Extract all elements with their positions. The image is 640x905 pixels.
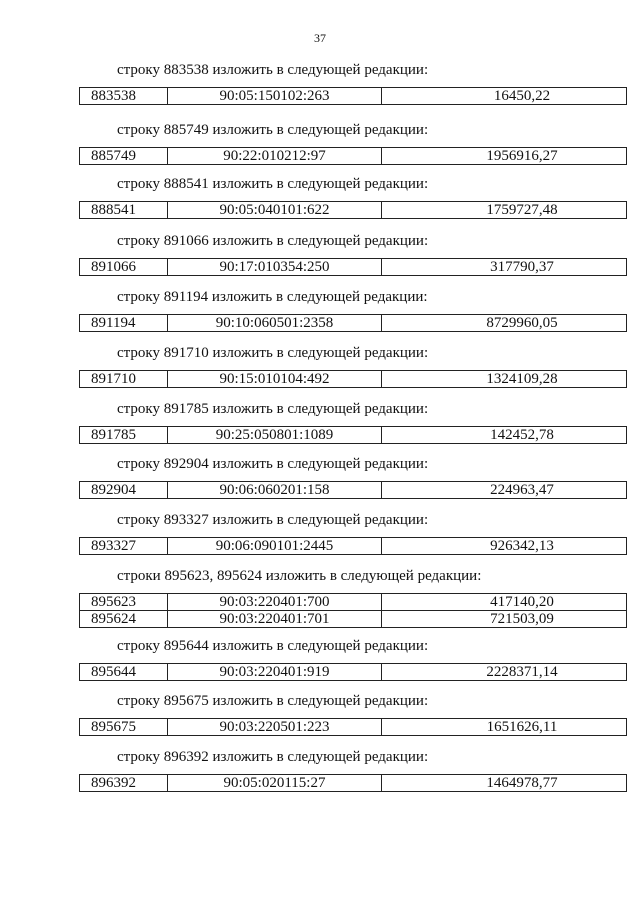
table-row bbox=[80, 371, 627, 388]
amendment-table bbox=[79, 314, 627, 332]
value-cell: 317790,37 bbox=[382, 259, 627, 276]
value-cell: 1651626,11 bbox=[382, 719, 627, 736]
table-row bbox=[80, 719, 627, 736]
cadastral-number-cell: 90:05:020115:27 bbox=[168, 775, 382, 792]
row-number-cell: 891066 bbox=[80, 259, 168, 276]
amendment-table bbox=[79, 718, 627, 736]
cadastral-number-cell: 90:03:220401:919 bbox=[168, 664, 382, 681]
row-number-cell: 891710 bbox=[80, 371, 168, 388]
amendment-table bbox=[79, 663, 627, 681]
cadastral-number-cell: 90:03:220501:223 bbox=[168, 719, 382, 736]
amendment-instruction: строки 895623, 895624 изложить в следующей редакции: bbox=[117, 568, 482, 584]
cadastral-number-cell: 90:22:010212:97 bbox=[168, 148, 382, 165]
cadastral-number-cell: 90:06:090101:2445 bbox=[168, 538, 382, 555]
cadastral-number-cell: 90:05:150102:263 bbox=[168, 88, 382, 105]
amendment-table bbox=[79, 370, 627, 388]
cadastral-number-cell: 90:17:010354:250 bbox=[168, 259, 382, 276]
amendment-instruction: строку 888541 изложить в следующей редакции: bbox=[117, 176, 429, 192]
amendment-instruction: строку 895644 изложить в следующей редакции: bbox=[117, 638, 429, 654]
value-cell: 1324109,28 bbox=[382, 371, 627, 388]
cadastral-number-cell: 90:06:060201:158 bbox=[168, 482, 382, 499]
amendment-instruction: строку 891710 изложить в следующей редакции: bbox=[117, 345, 429, 361]
value-cell: 1759727,48 bbox=[382, 202, 627, 219]
amendment-table bbox=[79, 147, 627, 165]
value-cell: 721503,09 bbox=[382, 611, 627, 628]
row-number-cell: 888541 bbox=[80, 202, 168, 219]
amendment-instruction: строку 892904 изложить в следующей редакции: bbox=[117, 456, 429, 472]
table-row bbox=[80, 259, 627, 276]
table-row bbox=[80, 88, 627, 105]
amendment-instruction: строку 885749 изложить в следующей редакции: bbox=[117, 122, 429, 138]
row-number-cell: 891194 bbox=[80, 315, 168, 332]
value-cell: 1956916,27 bbox=[382, 148, 627, 165]
value-cell: 2228371,14 bbox=[382, 664, 627, 681]
amendment-instruction: строку 891066 изложить в следующей редакции: bbox=[117, 233, 429, 249]
row-number-cell: 892904 bbox=[80, 482, 168, 499]
table-row bbox=[80, 611, 627, 628]
value-cell: 224963,47 bbox=[382, 482, 627, 499]
value-cell: 1464978,77 bbox=[382, 775, 627, 792]
table-row bbox=[80, 315, 627, 332]
table-row bbox=[80, 482, 627, 499]
amendment-table bbox=[79, 537, 627, 555]
amendment-table bbox=[79, 426, 627, 444]
row-number-cell: 895623 bbox=[80, 594, 168, 611]
cadastral-number-cell: 90:10:060501:2358 bbox=[168, 315, 382, 332]
row-number-cell: 895644 bbox=[80, 664, 168, 681]
row-number-cell: 883538 bbox=[80, 88, 168, 105]
row-number-cell: 896392 bbox=[80, 775, 168, 792]
amendment-table bbox=[79, 774, 627, 792]
row-number-cell: 891785 bbox=[80, 427, 168, 444]
row-number-cell: 885749 bbox=[80, 148, 168, 165]
cadastral-number-cell: 90:03:220401:700 bbox=[168, 594, 382, 611]
table-row bbox=[80, 594, 627, 611]
row-number-cell: 895675 bbox=[80, 719, 168, 736]
amendment-instruction: строку 891194 изложить в следующей редакции: bbox=[117, 289, 428, 305]
cadastral-number-cell: 90:03:220401:701 bbox=[168, 611, 382, 628]
cadastral-number-cell: 90:05:040101:622 bbox=[168, 202, 382, 219]
amendment-instruction: строку 895675 изложить в следующей редакции: bbox=[117, 693, 429, 709]
table-row bbox=[80, 202, 627, 219]
amendment-table bbox=[79, 258, 627, 276]
amendment-instruction: строку 893327 изложить в следующей редакции: bbox=[117, 512, 429, 528]
table-row bbox=[80, 664, 627, 681]
value-cell: 16450,22 bbox=[382, 88, 627, 105]
table-row bbox=[80, 148, 627, 165]
value-cell: 926342,13 bbox=[382, 538, 627, 555]
row-number-cell: 893327 bbox=[80, 538, 168, 555]
amendment-table bbox=[79, 481, 627, 499]
value-cell: 142452,78 bbox=[382, 427, 627, 444]
page-number: 37 bbox=[314, 31, 326, 45]
amendment-table bbox=[79, 87, 627, 105]
amendment-table bbox=[79, 593, 627, 628]
table-row bbox=[80, 775, 627, 792]
amendment-table bbox=[79, 201, 627, 219]
amendment-instruction: строку 883538 изложить в следующей редакции: bbox=[117, 62, 429, 78]
value-cell: 417140,20 bbox=[382, 594, 627, 611]
cadastral-number-cell: 90:25:050801:1089 bbox=[168, 427, 382, 444]
amendment-instruction: строку 896392 изложить в следующей редакции: bbox=[117, 749, 429, 765]
table-row bbox=[80, 427, 627, 444]
value-cell: 8729960,05 bbox=[382, 315, 627, 332]
amendment-instruction: строку 891785 изложить в следующей редакции: bbox=[117, 401, 429, 417]
cadastral-number-cell: 90:15:010104:492 bbox=[168, 371, 382, 388]
row-number-cell: 895624 bbox=[80, 611, 168, 628]
table-row bbox=[80, 538, 627, 555]
